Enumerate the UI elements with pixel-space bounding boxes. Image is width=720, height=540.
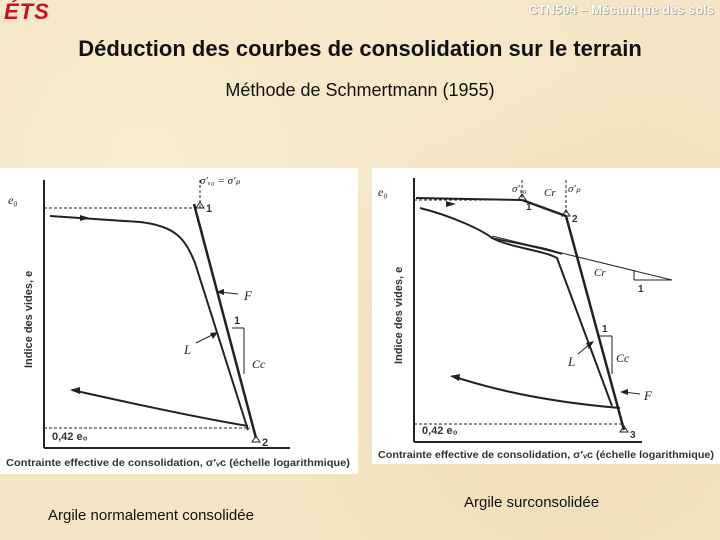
right-sigma-v0-label: σ′ᵥ₀: [512, 183, 527, 195]
figure-normally-consolidated: [0, 168, 358, 474]
left-slope-one-label: 1: [234, 315, 241, 327]
right-unload-curve: [452, 376, 620, 408]
left-e042-label: 0,42 e₀: [52, 431, 88, 443]
right-l-label: L: [568, 354, 576, 369]
left-lab-curve: [50, 216, 248, 430]
right-e0-label: e₀: [378, 185, 388, 199]
right-x-axis-label: Contrainte effective de consolidation, σ′ᵥc (échelle logarithmique): [378, 449, 714, 461]
left-arrow-icon: [80, 215, 90, 221]
right-y-axis-label: Indice des vides, e: [393, 266, 405, 364]
left-x-axis-label: Contrainte effective de consolidation, σ′ᵥc (échelle logarithmique): [6, 457, 351, 469]
left-sigma-label: σ′ᵥ₀ = σ′ₚ: [200, 175, 241, 187]
left-unload-curve: [72, 390, 248, 426]
left-l-label: L: [184, 342, 192, 357]
left-cc-label: Cc: [252, 357, 266, 371]
right-lab-curve: [420, 208, 612, 406]
figure-overconsolidated: [372, 168, 720, 464]
caption-left: Argile normalement consolidée: [48, 507, 254, 524]
course-title: CTN504 – Mécanique des sols: [528, 2, 714, 17]
right-e042-label: 0,42 e₀: [422, 425, 458, 437]
right-field-virgin: [566, 216, 624, 430]
left-point2-marker: [252, 436, 260, 442]
left-unload-arrow-icon: [70, 387, 80, 394]
left-point1-label: 1: [206, 203, 213, 215]
right-lab-loop: [492, 238, 562, 254]
right-f-label: F: [644, 388, 652, 403]
right-diagram-svg: [372, 168, 720, 464]
right-slope-one-mid-label: 1: [638, 284, 644, 295]
right-point2-label: 2: [572, 214, 578, 225]
caption-right: Argile surconsolidée: [464, 494, 600, 511]
logo-text: ÉTS: [4, 0, 50, 24]
right-cr-top-label: Cr: [544, 187, 556, 199]
ets-logo: [4, 2, 74, 26]
left-point2-label: 2: [262, 437, 269, 449]
right-arrow-icon: [446, 201, 456, 207]
left-field-curve: [194, 204, 256, 438]
left-f-label: F: [244, 288, 252, 303]
right-point1-label: 1: [526, 202, 532, 213]
right-f-arrow-icon: [620, 389, 628, 395]
slide-subtitle: Méthode de Schmertmann (1955): [225, 80, 495, 100]
left-e0-label: e₀: [8, 193, 18, 207]
right-point3-label: 3: [630, 430, 636, 441]
right-unload-arrow-icon: [450, 374, 460, 381]
left-diagram-svg: [0, 168, 358, 474]
right-cc-label: Cc: [616, 351, 630, 365]
right-sigma-p-label: σ′ₚ: [568, 183, 581, 195]
right-slope-one-label: 1: [602, 324, 608, 335]
slide-title: Déduction des courbes de consolidation sur le terrain: [78, 36, 642, 61]
right-cr-mid-label: Cr: [594, 267, 606, 279]
left-y-axis-label: Indice des vides, e: [23, 270, 35, 368]
